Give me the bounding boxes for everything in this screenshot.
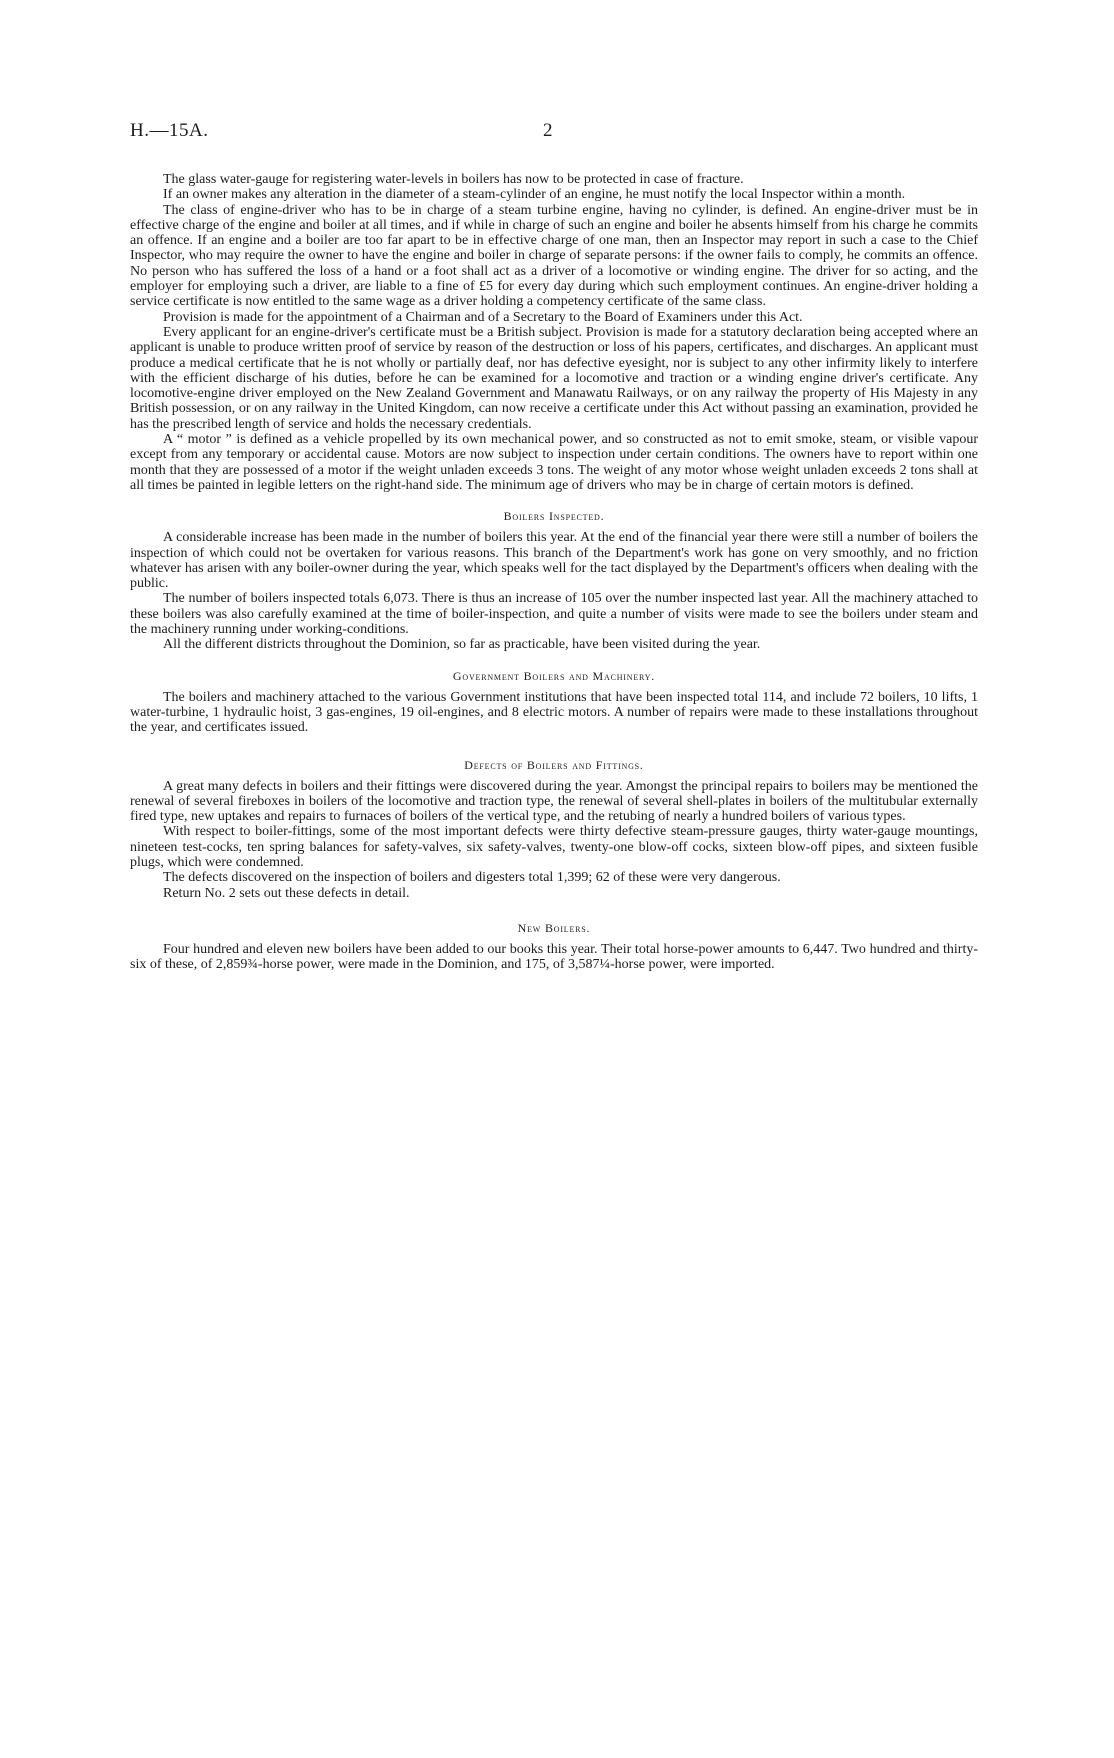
boilers-inspected-section [130, 509, 978, 652]
paragraph: The glass water-gauge for registering water-levels in boilers has now to be protected in case of fracture. [163, 172, 744, 187]
paragraph: Provision is made for the appointment of a Chairman and of a Secretary to the Board of Examiners under this Act. [163, 309, 803, 325]
paragraph: The boilers and machinery attached to the various Government institutions that have been inspected total 114, and include 72 boilers, 10 lifts, 1 water-turbine, 1 hydraulic hoist, 3 gas-engines, 19 oil-engines, and 8 electric motors. A number of repairs were made to these installations throughout the year, and certificates issued. [130, 689, 978, 736]
paragraph: With respect to boiler-fittings, some of the most important defects were thirty defective steam-pressure gauges, thirty water-gauge mountings, nineteen test-cocks, ten spring balances for safety-valves, six safety-valves, twenty-one blow-off cocks, sixteen blow-off pipes, and sixteen fusible plugs, which were condemned. [130, 824, 978, 870]
document-reference: H.—15A. [130, 120, 209, 141]
paragraph: The number of boilers inspected totals 6,073. There is thus an increase of 105 over the number inspected last year. All the machinery attached to these boilers was also carefully examined at the time of boiler-inspection, and quite a number of visits were made to see the boilers under steam and the machinery running under working-conditions. [130, 591, 978, 638]
defects-section [130, 758, 978, 901]
paragraph: The class of engine-driver who has to be in charge of a steam turbine engine, having no cylinder, is defined. An engine-driver must be in effective charge of the engine and boiler at all times, and if while in charge of such an engine and boiler he absents himself from his charge he commits an offence. If an engine and a boiler are too far apart to be in effective charge of one man, then an Inspector may report in such a case to the Chief Inspector, who may require the owner to have the engine and boiler in charge of separate persons: if the owner fails to comply, he commits an offence. No person who has suffered the loss of a hand or a foot shall act as a driver of a locomotive or winding engine. The driver for so acting, and the employer for employing such a driver, are liable to a fine of £5 for every day during which such employment continues. An engine-driver holding a service certificate is now entitled to the same wage as a driver holding a competency certificate of the same class. [130, 202, 978, 310]
section-heading: New Boilers. [517, 920, 591, 935]
document-page [130, 120, 978, 972]
section-heading: Boilers Inspected. [503, 509, 605, 524]
paragraph: A great many defects in boilers and their fittings were discovered during the year. Amongst the principal repairs to boilers may be mentioned the renewal of several fireboxes in boilers of the locomotive and traction type, the renewal of several shell-plates in boilers of the multitubular externally fired type, new uptakes and repairs to furnaces of boilers of the vertical type, and the retubing of nearly a hundred boilers of various types. [130, 778, 978, 825]
new-boilers-section [130, 921, 978, 973]
section-heading: Defects of Boilers and Fittings. [464, 757, 644, 772]
paragraph: The defects discovered on the inspection of boilers and digesters total 1,399; 62 of these were very dangerous. [163, 870, 781, 886]
paragraph: Every applicant for an engine-driver's certificate must be a British subject. Provision is made for a statutory declaration being accepted where an applicant is unable to produce written proof of service by reason of the destruction or loss of his papers, certificates, and discharges. An applicant must produce a medical certificate that he is not wholly or partially deaf, nor has defective eyesight, nor is subject to any other infirmity likely to interfere with the efficient discharge of his duties, before he can be examined for a locomotive and traction or a winding engine driver's certificate. Any locomotive-engine driver employed on the New Zealand Government and Manawatu Railways, or on any railway the property of His Majesty in any British possession, or on any railway in the United Kingdom, can now receive a certificate under this Act without passing an examination, provided he has the prescribed length of service and holds the necessary credentials. [130, 324, 978, 432]
paragraph: Four hundred and eleven new boilers have been added to our books this year. Their total horse-power amounts to 6,447. Two hundred and thirty-six of these, of 2,859¾-horse power, were made in the Dominion, and 175, of 3,587¼-horse power, were imported. [130, 941, 978, 973]
paragraph: All the different districts throughout the Dominion, so far as practicable, have been visited during the year. [163, 637, 761, 653]
paragraph: A considerable increase has been made in the number of boilers this year. At the end of the financial year there were still a number of boilers the inspection of which could not be overtaken for various reasons. This branch of the Department's work has gone on very smoothly, and no friction whatever has arisen with any boiler-owner during the year, which speaks well for the tact displayed by the Department's officers when dealing with the public. [130, 530, 978, 592]
paragraph: Return No. 2 sets out these defects in detail. [163, 885, 410, 901]
page-number: 2 [543, 120, 553, 141]
page-header [130, 120, 978, 160]
government-boilers-section [130, 669, 978, 736]
intro-section [130, 172, 978, 493]
paragraph: If an owner makes any alteration in the diameter of a steam-cylinder of an engine, he must notify the local Inspector within a month. [163, 187, 906, 203]
section-heading: Government Boilers and Machinery. [452, 668, 656, 683]
paragraph: A “ motor ” is defined as a vehicle propelled by its own mechanical power, and so constructed as not to emit smoke, steam, or visible vapour except from any temporary or accidental cause. Motors are now subject to inspection under certain conditions. The owners have to report within one month that they are possessed of a motor if the weight unladen exceeds 3 tons. The weight of any motor whose weight unladen exceeds 2 tons shall at all times be painted in legible letters on the right-hand side. The minimum age of drivers who may be in charge of certain motors is defined. [130, 432, 978, 493]
